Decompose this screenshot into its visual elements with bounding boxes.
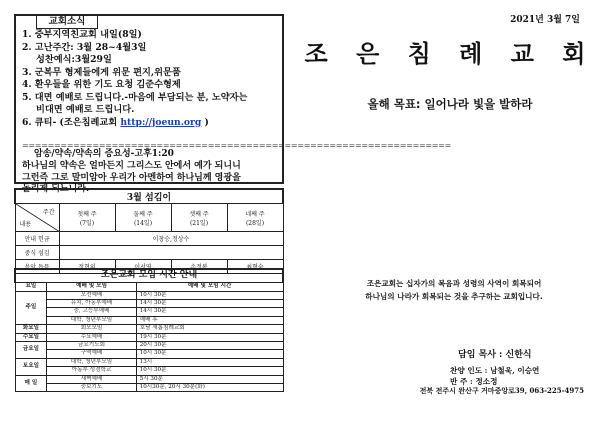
meeting-name: 새벽예배 [47, 375, 136, 383]
meeting-times-table [14, 268, 284, 392]
week-header [115, 204, 171, 232]
servers-row-label: 음악 돕믐 [15, 260, 59, 274]
corner-label-week: 주간 [42, 209, 55, 216]
meeting-name: 수요예배 [47, 333, 136, 341]
week-content-corner [15, 204, 59, 232]
meeting-name: 금요기도회 [47, 341, 136, 349]
news-item [22, 29, 284, 42]
meeting-row [15, 350, 283, 358]
news-item-text: 4. 환우들을 위한 기도 요청 김준수형제 [22, 79, 181, 90]
meeting-row [15, 358, 283, 366]
news-item-text: 5. 대면 예배로 드립니다.-마음에 부담되는 분, 노약자는 [22, 91, 248, 103]
servers-row [15, 246, 283, 260]
news-item-text: 1. 중부지역친교회 내일(8일) [22, 29, 142, 40]
servers-merged-cell [59, 246, 283, 260]
meeting-time: 5시 30분 [136, 375, 283, 383]
meeting-name: 유치, 아동부예배 [47, 299, 136, 307]
mission-line: 조은교회는 십자가의 복음과 성령의 사역이 회복되어 [366, 279, 542, 288]
news-item [22, 92, 284, 117]
meeting-row [15, 383, 283, 391]
meeting-time: 예배 후 [136, 316, 283, 324]
staff-member: 찬양 인도 : 남철욱, 이승연 [450, 366, 540, 375]
meeting-time: 10시 30분 [136, 350, 283, 358]
church-news-title: 교회소식 [36, 15, 98, 29]
news-item [22, 79, 284, 92]
meeting-name: 대학, 청년부모임 [47, 358, 136, 366]
verse-line: 하나님의 약속은 얼마든지 그리스도 안에서 예가 되니니 [22, 160, 241, 171]
meeting-time: 14시 30분 [136, 299, 283, 307]
week-header [227, 204, 283, 232]
meeting-time: 10시30분, 20시 30분(화) [136, 383, 283, 391]
week-label: 둘째 주 [133, 210, 153, 218]
verse-reference: 암송/약속/약속의 증요성-고후1:20 [34, 149, 174, 159]
servers-cell: 최형숙 [227, 260, 283, 274]
meeting-name: 오전예배 [47, 291, 136, 299]
meeting-row [15, 375, 283, 383]
week-label: 네째 주 [245, 210, 265, 218]
staff-member: 반 주 : 정소정 [450, 377, 498, 386]
bulletin-date: 2021년 3월 7일 [510, 15, 580, 25]
meeting-day: 매 일 [15, 375, 47, 392]
news-item-subtext: 성찬예식:3월29일 [36, 54, 112, 65]
news-item-tail: ) [204, 116, 209, 128]
meeting-row [15, 333, 283, 341]
meeting-day: 수요일 [15, 333, 47, 341]
meeting-day: 금요일 [15, 341, 47, 358]
meeting-time: 호남 새롭침례교회 [136, 325, 283, 333]
qt-link[interactable]: http://joeun.org [120, 116, 202, 128]
week-label: 첫째 주 [77, 210, 97, 218]
right-page [300, 0, 600, 424]
meeting-row [15, 308, 283, 316]
meeting-name: 구역예배 [47, 350, 136, 358]
meeting-day: 화요일 [15, 325, 47, 333]
meeting-header-row [15, 282, 283, 291]
meeting-name: 중, 고등부예배 [47, 308, 136, 316]
meeting-row [15, 299, 283, 307]
divider-rule: =================================================================== [22, 141, 452, 150]
corner-label-content: 내용 [19, 221, 32, 228]
meeting-time: 14시 30분 [136, 308, 283, 316]
servers-merged-cell: 이창승,정상수 [59, 232, 283, 246]
meeting-row [15, 316, 283, 324]
news-item [22, 42, 284, 67]
week-header [59, 204, 115, 232]
week-label: 셋째 주 [189, 210, 209, 218]
meeting-time: 19시 30분 [136, 333, 283, 341]
staff-list [450, 350, 600, 387]
meeting-times-title: 조은교회 모임 시간 안내 [15, 269, 283, 282]
news-item [22, 117, 284, 130]
servers-cell: 이서영 [115, 260, 171, 274]
servers-row-label: 중식 섬김 [15, 246, 59, 260]
verse-line: 그런즉 그로 말미암아 우리가 아멘하여 하나님께 영광을 [22, 172, 241, 183]
meeting-name: 회오모임 [47, 325, 136, 333]
meeting-row [15, 367, 283, 375]
meeting-time: 10시 30분 [136, 291, 283, 299]
meeting-row [15, 341, 283, 349]
meeting-row [15, 325, 283, 333]
servers-table-title: 3월 섬김이 [15, 189, 283, 204]
meeting-time: 20시 30분 [136, 341, 283, 349]
news-item-subtext: 비대면 예배로 드립니다. [36, 104, 135, 115]
meeting-name: 중보기도 [47, 383, 136, 391]
meeting-name: 대학, 청년부모임 [47, 316, 136, 324]
church-address: 전북 전주시 완산구 거마중앙로39, 063-225-4975 [419, 386, 584, 395]
church-mission [314, 277, 594, 303]
meeting-header: 요일 [15, 282, 47, 291]
meeting-header: 예배 및 모임 시간 [136, 282, 283, 291]
servers-row-label: 안내 헌금 [15, 232, 59, 246]
meeting-day: 토요일 [15, 358, 47, 375]
mission-line: 하나님의 나라가 회복되는 것을 추구하는 교회입니다. [365, 292, 543, 301]
servers-row [15, 232, 283, 246]
verse-line: 돌리게 되느니라. [22, 184, 90, 195]
week-date: (14일) [133, 219, 153, 227]
church-name: 조 은 침 례 교 회 [304, 40, 596, 68]
week-date: (7일) [79, 219, 95, 227]
news-item-text: 2. 고난주간: 3월 28~4월3일 [22, 41, 147, 53]
meeting-time: 10시 30분 [136, 367, 283, 375]
march-servers-table [14, 188, 284, 274]
servers-cell: 손정복 [171, 260, 227, 274]
meeting-time: 13시 [136, 358, 283, 366]
week-header [171, 204, 227, 232]
servers-cell: 정현의 [59, 260, 115, 274]
news-item [22, 67, 284, 80]
church-news-list [22, 29, 284, 129]
senior-pastor: 담임 목사 : 신한식 [458, 350, 532, 360]
meeting-day: 주일 [15, 291, 47, 325]
meeting-name: 아동부 성경학교 [47, 367, 136, 375]
meeting-header: 예배 및 모임 [47, 282, 136, 291]
news-item-text: 6. 큐티- (조은침례교회 [22, 116, 118, 128]
news-item-text: 3. 군복무 형제들에게 위문 편지,위문품 [22, 66, 181, 78]
week-date: (21일) [189, 219, 209, 227]
year-goal: 올해 목표: 일어나라 빛을 발하라 [367, 97, 533, 111]
week-date: (28일) [245, 219, 265, 227]
meeting-row [15, 291, 283, 299]
